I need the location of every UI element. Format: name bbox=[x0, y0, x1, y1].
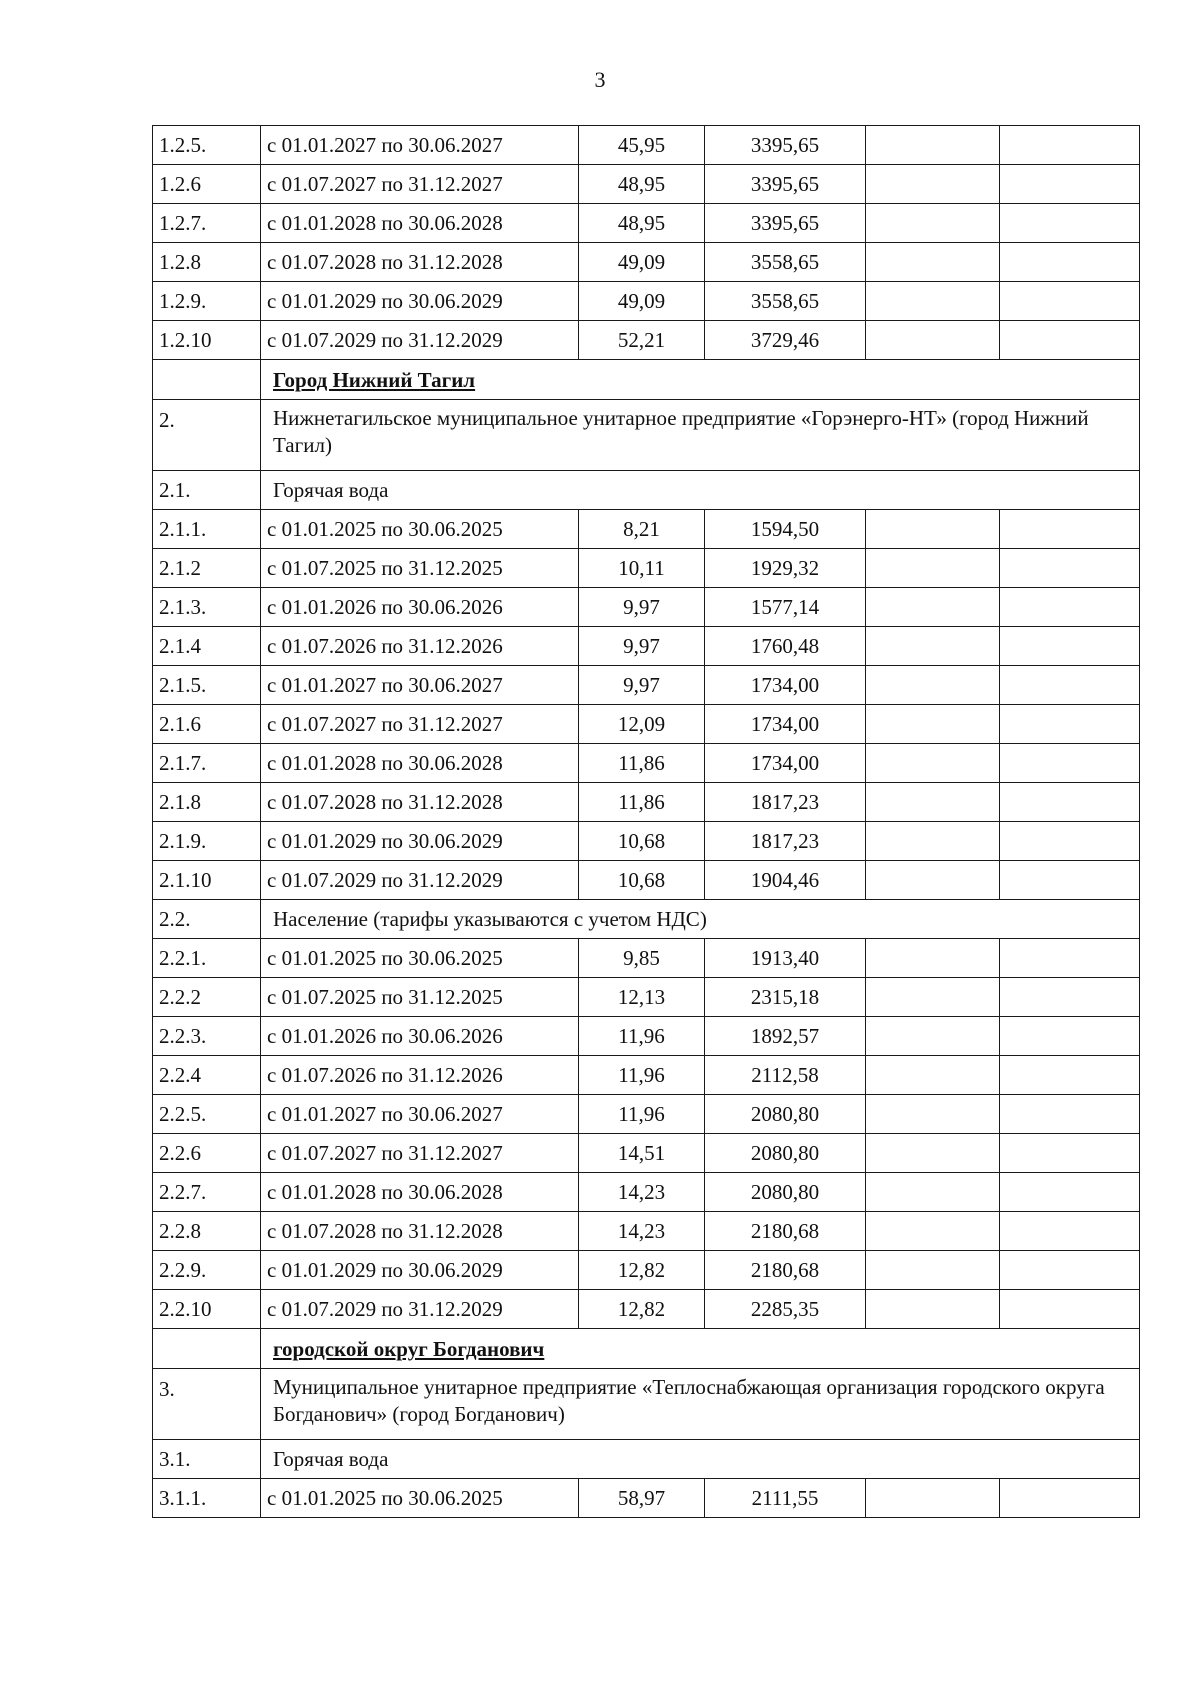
row-value-1: 14,23 bbox=[579, 1173, 705, 1212]
row-value-3 bbox=[866, 978, 1000, 1017]
row-period: с 01.07.2029 по 31.12.2029 bbox=[261, 1290, 579, 1329]
row-value-3 bbox=[866, 1056, 1000, 1095]
row-period: с 01.07.2028 по 31.12.2028 bbox=[261, 243, 579, 282]
row-period: с 01.07.2025 по 31.12.2025 bbox=[261, 978, 579, 1017]
row-period: с 01.01.2027 по 30.06.2027 bbox=[261, 666, 579, 705]
tariff-row bbox=[153, 705, 1140, 744]
row-code: 2.2.6 bbox=[153, 1134, 261, 1173]
tariff-row bbox=[153, 627, 1140, 666]
row-value-2: 1929,32 bbox=[705, 549, 866, 588]
row-value-3 bbox=[866, 627, 1000, 666]
row-value-3 bbox=[866, 861, 1000, 900]
tariff-row bbox=[153, 1251, 1140, 1290]
row-value-2: 1817,23 bbox=[705, 783, 866, 822]
tariff-table bbox=[152, 125, 1140, 1518]
row-code: 2.1.8 bbox=[153, 783, 261, 822]
section-heading-row bbox=[153, 1329, 1140, 1369]
tariff-row bbox=[153, 939, 1140, 978]
row-value-2: 3395,65 bbox=[705, 126, 866, 165]
row-value-1: 11,86 bbox=[579, 783, 705, 822]
row-value-2: 3395,65 bbox=[705, 204, 866, 243]
row-value-3 bbox=[866, 549, 1000, 588]
row-value-4 bbox=[1000, 1056, 1140, 1095]
tariff-row bbox=[153, 1095, 1140, 1134]
row-value-1: 9,85 bbox=[579, 939, 705, 978]
group-title: Население (тарифы указываются с учетом НДС) bbox=[261, 900, 1140, 939]
row-value-2: 2180,68 bbox=[705, 1212, 866, 1251]
row-code: 2.1.5. bbox=[153, 666, 261, 705]
organization-row bbox=[153, 400, 1140, 471]
row-value-4 bbox=[1000, 627, 1140, 666]
tariff-row bbox=[153, 204, 1140, 243]
tariff-row bbox=[153, 588, 1140, 627]
tariff-row bbox=[153, 861, 1140, 900]
row-period: с 01.01.2026 по 30.06.2026 bbox=[261, 588, 579, 627]
organization-name: Нижнетагильское муниципальное унитарное предприятие «Горэнерго-НТ» (город Нижний Тагил) bbox=[261, 400, 1140, 471]
row-value-3 bbox=[866, 243, 1000, 282]
row-value-2: 3395,65 bbox=[705, 165, 866, 204]
row-value-4 bbox=[1000, 321, 1140, 360]
row-value-3 bbox=[866, 126, 1000, 165]
tariff-row bbox=[153, 666, 1140, 705]
row-value-4 bbox=[1000, 822, 1140, 861]
row-value-4 bbox=[1000, 744, 1140, 783]
group-title: Горячая вода bbox=[261, 1440, 1140, 1479]
row-code: 2.2.3. bbox=[153, 1017, 261, 1056]
row-value-1: 14,51 bbox=[579, 1134, 705, 1173]
row-value-2: 2285,35 bbox=[705, 1290, 866, 1329]
row-value-1: 52,21 bbox=[579, 321, 705, 360]
row-code: 2.1.4 bbox=[153, 627, 261, 666]
row-value-3 bbox=[866, 588, 1000, 627]
row-period: с 01.07.2027 по 31.12.2027 bbox=[261, 165, 579, 204]
row-period: с 01.07.2027 по 31.12.2027 bbox=[261, 1134, 579, 1173]
group-row bbox=[153, 900, 1140, 939]
row-value-2: 1734,00 bbox=[705, 744, 866, 783]
row-value-2: 1760,48 bbox=[705, 627, 866, 666]
group-row bbox=[153, 471, 1140, 510]
row-code: 1.2.6 bbox=[153, 165, 261, 204]
tariff-row bbox=[153, 1212, 1140, 1251]
row-value-2: 2111,55 bbox=[705, 1479, 866, 1518]
row-value-1: 49,09 bbox=[579, 243, 705, 282]
organization-row bbox=[153, 1369, 1140, 1440]
tariff-row bbox=[153, 1479, 1140, 1518]
row-code: 2.2.5. bbox=[153, 1095, 261, 1134]
row-value-4 bbox=[1000, 783, 1140, 822]
section-title: городской округ Богданович bbox=[261, 1329, 1140, 1369]
row-period: с 01.01.2029 по 30.06.2029 bbox=[261, 822, 579, 861]
row-value-4 bbox=[1000, 705, 1140, 744]
tariff-row bbox=[153, 165, 1140, 204]
row-code: 2.2.2 bbox=[153, 978, 261, 1017]
row-value-4 bbox=[1000, 126, 1140, 165]
row-value-2: 1734,00 bbox=[705, 666, 866, 705]
row-value-4 bbox=[1000, 510, 1140, 549]
row-value-1: 10,68 bbox=[579, 822, 705, 861]
organization-name: Муниципальное унитарное предприятие «Теплоснабжающая организация городского округа Богданович» (город Богданович) bbox=[261, 1369, 1140, 1440]
row-value-1: 10,11 bbox=[579, 549, 705, 588]
row-code: 1.2.9. bbox=[153, 282, 261, 321]
row-value-3 bbox=[866, 939, 1000, 978]
row-value-4 bbox=[1000, 1173, 1140, 1212]
row-value-3 bbox=[866, 1290, 1000, 1329]
row-value-4 bbox=[1000, 204, 1140, 243]
tariff-row bbox=[153, 1290, 1140, 1329]
row-value-2: 2080,80 bbox=[705, 1173, 866, 1212]
row-period: с 01.01.2026 по 30.06.2026 bbox=[261, 1017, 579, 1056]
tariff-row bbox=[153, 978, 1140, 1017]
row-value-3 bbox=[866, 1479, 1000, 1518]
row-value-2: 1817,23 bbox=[705, 822, 866, 861]
row-value-4 bbox=[1000, 588, 1140, 627]
row-value-3 bbox=[866, 666, 1000, 705]
row-code: 2.2.8 bbox=[153, 1212, 261, 1251]
row-value-2: 1577,14 bbox=[705, 588, 866, 627]
row-code: 2.2.10 bbox=[153, 1290, 261, 1329]
row-value-1: 12,82 bbox=[579, 1251, 705, 1290]
row-period: с 01.07.2028 по 31.12.2028 bbox=[261, 783, 579, 822]
row-value-2: 1734,00 bbox=[705, 705, 866, 744]
row-code: 2.1.2 bbox=[153, 549, 261, 588]
row-value-3 bbox=[866, 165, 1000, 204]
row-value-4 bbox=[1000, 861, 1140, 900]
row-code: 2.1. bbox=[153, 471, 261, 510]
row-code: 1.2.10 bbox=[153, 321, 261, 360]
tariff-row bbox=[153, 1056, 1140, 1095]
row-code: 3.1. bbox=[153, 1440, 261, 1479]
tariff-row bbox=[153, 510, 1140, 549]
tariff-row bbox=[153, 549, 1140, 588]
row-value-3 bbox=[866, 204, 1000, 243]
row-value-1: 9,97 bbox=[579, 666, 705, 705]
row-value-2: 1913,40 bbox=[705, 939, 866, 978]
row-value-1: 45,95 bbox=[579, 126, 705, 165]
row-value-4 bbox=[1000, 666, 1140, 705]
row-value-4 bbox=[1000, 1017, 1140, 1056]
row-period: с 01.07.2029 по 31.12.2029 bbox=[261, 861, 579, 900]
row-value-2: 2112,58 bbox=[705, 1056, 866, 1095]
row-value-2: 3558,65 bbox=[705, 243, 866, 282]
row-code: 2.1.3. bbox=[153, 588, 261, 627]
row-value-1: 49,09 bbox=[579, 282, 705, 321]
row-value-3 bbox=[866, 705, 1000, 744]
row-value-2: 2080,80 bbox=[705, 1134, 866, 1173]
row-period: с 01.01.2025 по 30.06.2025 bbox=[261, 1479, 579, 1518]
row-value-1: 12,82 bbox=[579, 1290, 705, 1329]
row-period: с 01.07.2025 по 31.12.2025 bbox=[261, 549, 579, 588]
row-code: 2.2.1. bbox=[153, 939, 261, 978]
row-value-3 bbox=[866, 1212, 1000, 1251]
row-period: с 01.07.2028 по 31.12.2028 bbox=[261, 1212, 579, 1251]
row-value-2: 3729,46 bbox=[705, 321, 866, 360]
row-period: с 01.01.2025 по 30.06.2025 bbox=[261, 510, 579, 549]
row-value-4 bbox=[1000, 1479, 1140, 1518]
row-value-1: 48,95 bbox=[579, 204, 705, 243]
tariff-row bbox=[153, 321, 1140, 360]
tariff-row bbox=[153, 744, 1140, 783]
row-code bbox=[153, 360, 261, 400]
row-code: 1.2.7. bbox=[153, 204, 261, 243]
row-code: 2. bbox=[153, 400, 261, 471]
row-period: с 01.01.2029 по 30.06.2029 bbox=[261, 282, 579, 321]
row-period: с 01.07.2029 по 31.12.2029 bbox=[261, 321, 579, 360]
row-value-1: 58,97 bbox=[579, 1479, 705, 1518]
row-value-4 bbox=[1000, 1251, 1140, 1290]
row-value-3 bbox=[866, 744, 1000, 783]
row-value-2: 3558,65 bbox=[705, 282, 866, 321]
row-code: 2.1.7. bbox=[153, 744, 261, 783]
row-value-2: 1594,50 bbox=[705, 510, 866, 549]
row-value-4 bbox=[1000, 282, 1140, 321]
row-value-4 bbox=[1000, 1095, 1140, 1134]
row-code: 3.1.1. bbox=[153, 1479, 261, 1518]
row-value-3 bbox=[866, 282, 1000, 321]
tariff-row bbox=[153, 126, 1140, 165]
row-value-4 bbox=[1000, 939, 1140, 978]
tariff-row bbox=[153, 243, 1140, 282]
row-code bbox=[153, 1329, 261, 1369]
row-value-2: 2315,18 bbox=[705, 978, 866, 1017]
row-value-1: 9,97 bbox=[579, 588, 705, 627]
tariff-table-body bbox=[153, 126, 1140, 1518]
row-value-4 bbox=[1000, 243, 1140, 282]
tariff-row bbox=[153, 822, 1140, 861]
row-code: 2.1.1. bbox=[153, 510, 261, 549]
page-number: 3 bbox=[594, 67, 606, 92]
row-value-1: 9,97 bbox=[579, 627, 705, 666]
row-value-3 bbox=[866, 1251, 1000, 1290]
row-code: 2.1.10 bbox=[153, 861, 261, 900]
row-period: с 01.01.2028 по 30.06.2028 bbox=[261, 744, 579, 783]
group-title: Горячая вода bbox=[261, 471, 1140, 510]
row-code: 2.2.9. bbox=[153, 1251, 261, 1290]
row-code: 2.2.7. bbox=[153, 1173, 261, 1212]
row-code: 2.1.6 bbox=[153, 705, 261, 744]
row-value-3 bbox=[866, 1017, 1000, 1056]
row-value-1: 8,21 bbox=[579, 510, 705, 549]
row-value-3 bbox=[866, 783, 1000, 822]
row-value-4 bbox=[1000, 549, 1140, 588]
row-period: с 01.07.2027 по 31.12.2027 bbox=[261, 705, 579, 744]
row-period: с 01.07.2026 по 31.12.2026 bbox=[261, 627, 579, 666]
section-title: Город Нижний Тагил bbox=[261, 360, 1140, 400]
row-period: с 01.01.2029 по 30.06.2029 bbox=[261, 1251, 579, 1290]
tariff-row bbox=[153, 282, 1140, 321]
row-value-1: 11,96 bbox=[579, 1056, 705, 1095]
row-period: с 01.01.2027 по 30.06.2027 bbox=[261, 126, 579, 165]
tariff-row bbox=[153, 1173, 1140, 1212]
row-period: с 01.07.2026 по 31.12.2026 bbox=[261, 1056, 579, 1095]
group-row bbox=[153, 1440, 1140, 1479]
row-code: 3. bbox=[153, 1369, 261, 1440]
row-code: 1.2.8 bbox=[153, 243, 261, 282]
row-value-3 bbox=[866, 510, 1000, 549]
row-period: с 01.01.2028 по 30.06.2028 bbox=[261, 204, 579, 243]
row-period: с 01.01.2025 по 30.06.2025 bbox=[261, 939, 579, 978]
row-value-2: 1904,46 bbox=[705, 861, 866, 900]
row-value-3 bbox=[866, 1173, 1000, 1212]
section-heading-row bbox=[153, 360, 1140, 400]
row-code: 2.2.4 bbox=[153, 1056, 261, 1095]
row-code: 2.2. bbox=[153, 900, 261, 939]
tariff-row bbox=[153, 1017, 1140, 1056]
row-value-4 bbox=[1000, 978, 1140, 1017]
row-value-2: 2180,68 bbox=[705, 1251, 866, 1290]
row-value-1: 48,95 bbox=[579, 165, 705, 204]
tariff-row bbox=[153, 783, 1140, 822]
row-value-1: 11,86 bbox=[579, 744, 705, 783]
row-value-1: 12,09 bbox=[579, 705, 705, 744]
row-period: с 01.01.2027 по 30.06.2027 bbox=[261, 1095, 579, 1134]
row-value-1: 10,68 bbox=[579, 861, 705, 900]
row-code: 2.1.9. bbox=[153, 822, 261, 861]
row-code: 1.2.5. bbox=[153, 126, 261, 165]
row-value-3 bbox=[866, 1134, 1000, 1173]
row-value-1: 11,96 bbox=[579, 1017, 705, 1056]
row-value-4 bbox=[1000, 1212, 1140, 1251]
tariff-row bbox=[153, 1134, 1140, 1173]
row-value-3 bbox=[866, 822, 1000, 861]
row-value-4 bbox=[1000, 1134, 1140, 1173]
row-value-1: 11,96 bbox=[579, 1095, 705, 1134]
row-value-1: 12,13 bbox=[579, 978, 705, 1017]
row-value-3 bbox=[866, 1095, 1000, 1134]
row-period: с 01.01.2028 по 30.06.2028 bbox=[261, 1173, 579, 1212]
row-value-4 bbox=[1000, 165, 1140, 204]
row-value-1: 14,23 bbox=[579, 1212, 705, 1251]
row-value-3 bbox=[866, 321, 1000, 360]
row-value-2: 2080,80 bbox=[705, 1095, 866, 1134]
row-value-2: 1892,57 bbox=[705, 1017, 866, 1056]
row-value-4 bbox=[1000, 1290, 1140, 1329]
